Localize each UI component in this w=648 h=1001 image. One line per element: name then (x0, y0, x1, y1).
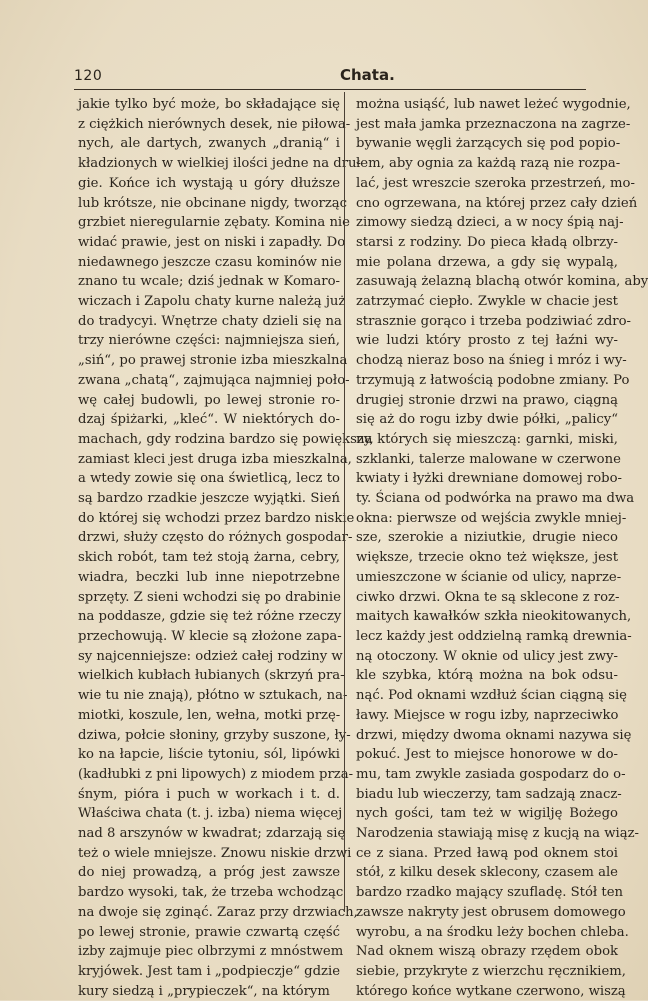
text-line: drzwi, między dwoma oknami nazywa się (356, 727, 632, 743)
running-head: Chata. (340, 66, 395, 84)
text-line: kle szybka, którą można na bok odsu- (356, 668, 618, 684)
text-line: bardzo rzadko mający szufladę. Stół ten (356, 885, 623, 901)
text-line: wę całej budowli, po lewej stronie ro- (78, 392, 340, 408)
text-line: znano tu wcale; dziś jednak w Komaro- (78, 274, 340, 290)
header-rule (74, 89, 586, 90)
text-line: pokuć. Jest to miejsce honorowe w do- (356, 747, 618, 763)
text-line: kwiaty i łyżki drewniane domowej robo- (356, 471, 622, 487)
text-line: mie polana drzewa, a gdy się wypalą, (356, 254, 618, 270)
text-line: nych gości, tam też w wigilję Bożego (356, 806, 618, 822)
text-line: strasznie gorąco i trzeba podziwiać zdro- (356, 313, 632, 329)
text-line: dziwa, połcie słoniny, grzyby suszone, ły- (78, 727, 351, 743)
text-line: kładzionych w wielkiej ilości jedne na dru- (78, 156, 361, 172)
text-line: (kadłubki z pni lipowych) z miodem prza- (78, 766, 354, 782)
text-line: zwana „chatą“, zajmująca najmniej poło- (78, 372, 350, 388)
text-line: na poddasze, gdzie się też różne rzeczy (78, 609, 342, 625)
text-line: wyrobu, a na środku leży bochen chleba. (356, 924, 629, 940)
text-line: niedawnego jeszcze czasu kominów nie (78, 254, 342, 270)
text-line: się aż do rogu izby dwie półki, „palicy“ (356, 412, 618, 428)
text-line: mu, tam zwykle zasiada gospodarz do o- (356, 766, 626, 782)
text-line: drugiej stronie drzwi na prawo, ciągną (356, 392, 618, 408)
text-line: na dwoje się zginąć. Zaraz przy drzwiach, (78, 904, 358, 920)
text-line: skich robót, tam też stoją żarna, cebry, (78, 550, 340, 566)
text-line: kury siedzą i „prypieczek“, na którym (78, 983, 330, 999)
text-line: chodzą nieraz boso na śnieg i mróz i wy- (356, 353, 627, 369)
text-line: ce z siana. Przed ławą pod oknem stoi (356, 845, 618, 861)
text-line: gie. Końce ich wystają u góry dłuższe (78, 175, 340, 191)
text-line: Nad oknem wiszą obrazy rzędem obok (356, 944, 618, 960)
page-number: 120 (74, 68, 103, 84)
text-line: Narodzenia stawiają misę z kucją na wiąz- (356, 826, 640, 842)
text-line: łem, aby ognia za każdą razą nie rozpa- (356, 156, 621, 172)
text-line: machach, gdy rodzina bardzo się powiększy, (78, 431, 374, 447)
text-line: jest mała jamka przeznaczona na zagrze- (356, 116, 631, 132)
text-line: na których się mieszczą: garnki, miski, (356, 431, 618, 447)
text-line: do tradycyi. Wnętrze chaty dzieli się na (78, 313, 342, 329)
text-line: zatrzymać ciepło. Zwykle w chacie jest (356, 294, 618, 310)
text-line: nych, ale dartych, zwanych „dranią“ i (78, 136, 340, 152)
text-line: zimowy siedzą dzieci, a w nocy śpią naj- (356, 215, 624, 231)
text-line: nad 8 arszynów w kwadrat; zdarzają się (78, 826, 346, 842)
text-line: ławy. Miejsce w rogu izby, naprzeciwko (356, 707, 619, 723)
left-column (78, 95, 374, 1001)
text-line: lecz każdy jest oddzielną ramką drewnia- (356, 628, 632, 644)
text-line: sprzęty. Z sieni wchodzi się po drabinie (78, 589, 341, 605)
text-line: a wtedy zowie się ona świetlicą, lecz to (78, 471, 340, 487)
text-line: można usiąść, lub nawet leżeć wygodnie, (356, 97, 631, 112)
text-line: po lewej stronie, prawie czwartą część (78, 924, 340, 940)
text-line: „siń“, po prawej stronie izba mieszkalna (78, 353, 348, 369)
text-line: bardzo wysoki, tak, że trzeba wchodząc (78, 885, 344, 901)
text-line: ną otoczony. W oknie od ulicy jest zwy- (356, 648, 618, 664)
text-line: ty. Ściana od podwórka na prawo ma dwa (356, 491, 635, 507)
text-line: wielkich kubłach łubianych (skrzyń pra- (78, 668, 345, 684)
text-line: są bardzo rzadkie jeszcze wyjątki. Sień (78, 491, 340, 507)
text-line: starsi z rodziny. Do pieca kładą olbrzy- (356, 234, 618, 250)
text-line: nąć. Pod oknami wzdłuż ścian ciągną się (356, 688, 627, 704)
text-line: zamiast kleci jest druga izba mieszkalna, (78, 451, 352, 467)
text-line: ko na łapcie, liście tytoniu, sól, lipówki (78, 747, 340, 763)
text-line: izby zajmuje piec olbrzymi z mnóstwem (78, 944, 344, 960)
text-line: grzbiet nieregularnie zębaty. Komina nie (78, 215, 350, 231)
text-line: siebie, przykryte z wierzchu ręcznikiem, (356, 963, 626, 979)
text-line: z ciężkich nierównych desek, nie piłowa- (78, 116, 351, 132)
text-line: sze, szerokie a niziutkie, drugie nieco (356, 530, 618, 546)
text-line: drzwi, służy często do różnych gospodar- (78, 530, 353, 546)
column-divider (344, 92, 345, 912)
text-line: do której się wchodzi przez bardzo niskie (78, 510, 355, 526)
text-line: szklanki, talerze malowane w czerwone (356, 451, 621, 467)
text-line: do niej prowadzą, a próg jest zawsze (78, 865, 340, 881)
text-line: maitych kawałków szkła nieokitowanych, (356, 609, 632, 625)
text-line: większe, trzecie okno też większe, jest (356, 550, 618, 566)
text-line: Właściwa chata (t. j. izba) niema więcej (78, 806, 343, 822)
text-line: sy najcenniejsze: odzież całej rodziny w (78, 648, 343, 664)
text-line: zasuwają żelazną blachą otwór komina, aby (356, 274, 648, 290)
text-line: wiadra, beczki lub inne niepotrzebne (78, 569, 340, 585)
text-line: stół, z kilku desek sklecony, czasem ale (356, 865, 618, 881)
text-line: śnym, pióra i puch w workach i t. d. (78, 786, 340, 802)
text-line: przechowują. W klecie są złożone zapa- (78, 628, 342, 644)
text-line: też o wiele mniejsze. Znowu niskie drzwi (78, 845, 352, 861)
text-line: ciwko drzwi. Okna te są sklecone z roz- (356, 589, 620, 605)
text-line: okna: pierwsze od wejścia zwykle mniej- (356, 510, 627, 526)
text-line: wiczach i Zapolu chaty kurne należą już (78, 294, 346, 310)
text-line: widać prawie, jest on niski i zapadły. Do (78, 234, 346, 250)
text-line: którego końce wytkane czerwono, wiszą (356, 983, 626, 999)
text-line: bywanie węgli żarzących się pod popio- (356, 136, 621, 152)
text-line: trzymują z łatwością podobne zmiany. Po (356, 372, 630, 388)
text-line: biadu lub wieczerzy, tam sadzają znacz- (356, 786, 622, 802)
page-header (74, 66, 586, 88)
text-line: jakie tylko być może, bo składające się (78, 97, 340, 112)
text-line: umieszczone w ścianie od ulicy, naprze- (356, 569, 622, 585)
text-line: kryjówek. Jest tam i „podpieczje“ gdzie (78, 963, 340, 979)
text-line: lać, jest wreszcie szeroka przestrzeń, mo- (356, 175, 635, 191)
text-line: wie ludzi który prosto z tej łaźni wy- (356, 333, 618, 349)
text-line: zawsze nakryty jest obrusem domowego (356, 904, 626, 920)
text-line: miotki, koszule, len, wełna, motki przę- (78, 707, 341, 723)
text-line: wie tu nie znają), płótno w sztukach, na- (78, 688, 348, 704)
text-line: cno ogrzewana, na której przez cały dzień (356, 195, 638, 211)
text-line: dzaj śpiżarki, „kleć“. W niektórych do- (78, 412, 340, 428)
right-column (356, 95, 648, 1001)
text-line: trzy nierówne części: najmniejsza sień, (78, 333, 340, 349)
text-line: lub krótsze, nie obcinane nigdy, tworząc (78, 195, 348, 211)
